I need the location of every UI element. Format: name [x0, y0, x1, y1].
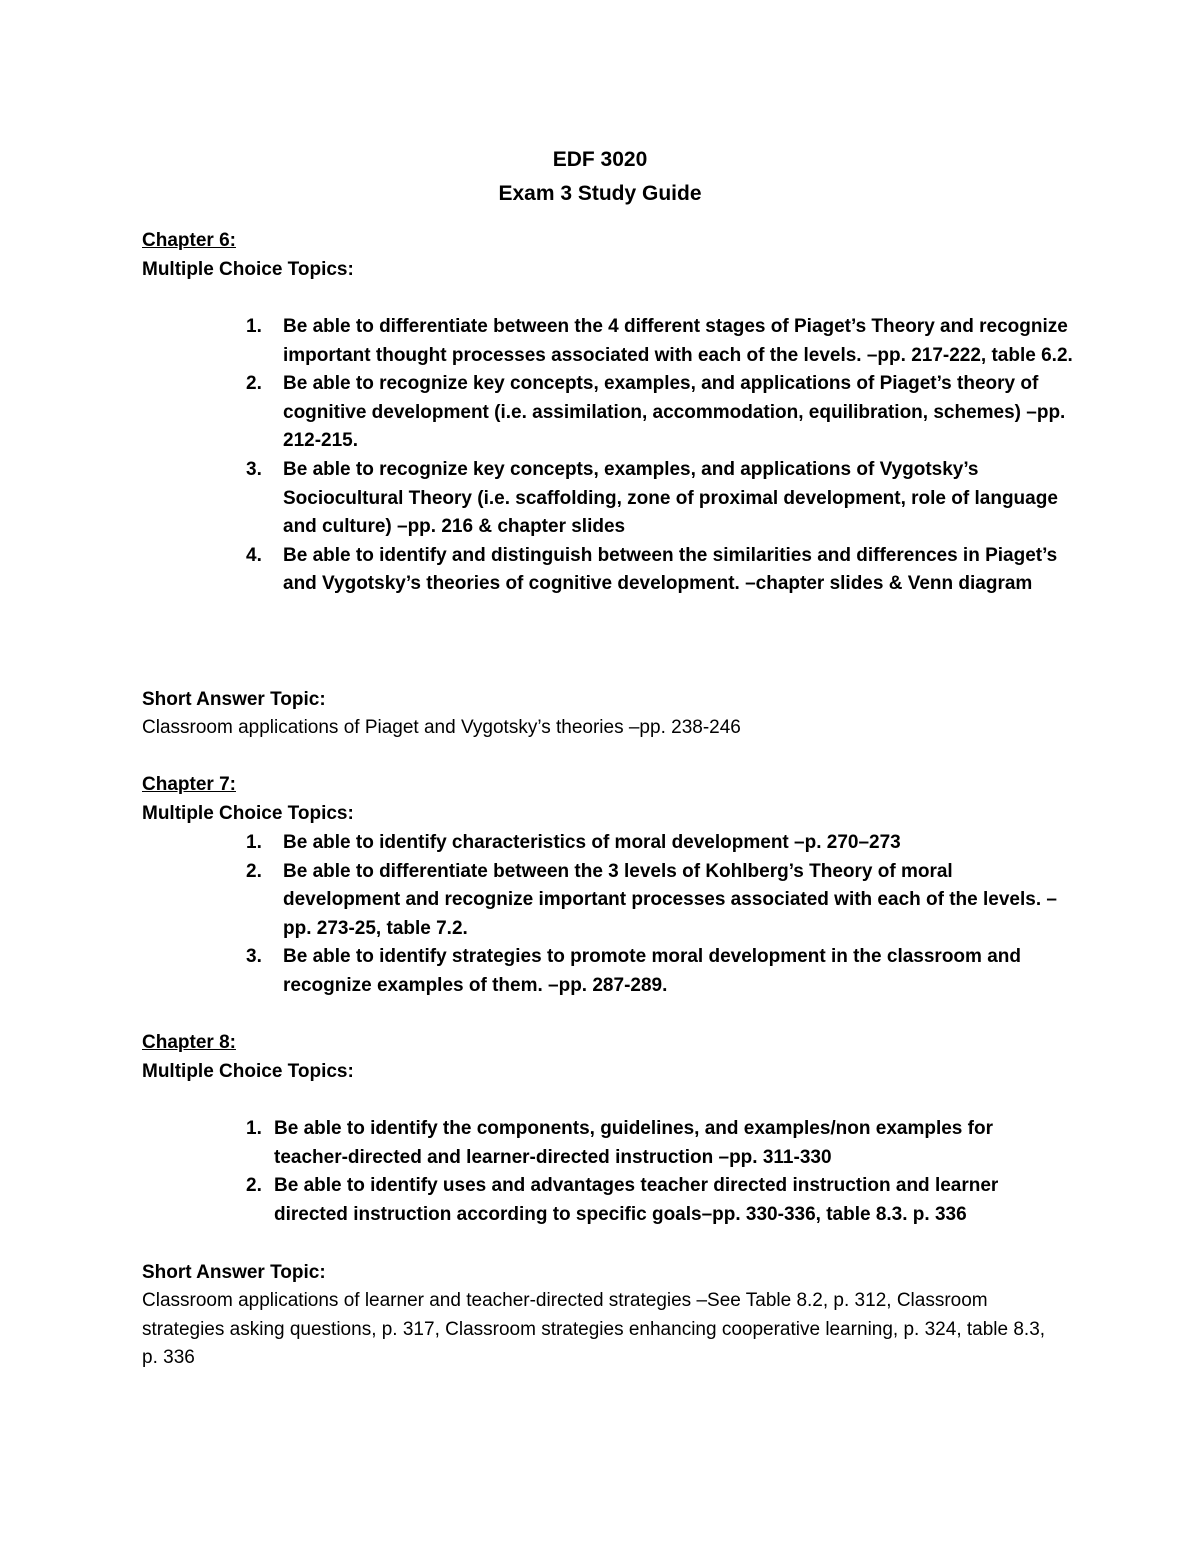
list-item-text: Be able to differentiate between the 4 different stages of Piaget’s Theory and recognize important thought processes associated with each of the levels. –pp. 217-222, table 6.2. — [283, 316, 1073, 366]
list-item — [246, 370, 1073, 456]
list-number: 4. — [246, 544, 262, 566]
list-item-text: Be able to identify strategies to promote moral development in the classroom and recognize examples of them. –pp. 287-289. — [283, 946, 1021, 996]
list-number: 2. — [246, 373, 262, 395]
list-item-text: Be able to identify and distinguish between the similarities and differences in Piaget’s and Vygotsky’s theories of cognitive development. –chapter slides & Venn diagram — [283, 544, 1058, 595]
chapter-8-mc-label: Multiple Choice Topics: — [142, 1061, 354, 1082]
list-item — [246, 943, 1063, 1000]
list-number: 1. — [246, 316, 262, 337]
list-item-text: Be able to identify uses and advantages teacher directed instruction and learner directed instruction according to specific goals–pp. 330-336, table 8.3. p. 336 — [274, 1175, 999, 1225]
chapter-6-sa-text: Classroom applications of Piaget and Vygotsky’s theories –pp. 238-246 — [142, 717, 741, 738]
chapter-8-sa-text: Classroom applications of learner and teacher-directed strategies –See Table 8.2, p. 312, Classroom strategies asking questions, p. 317, Classroom strategies enhancing cooperative learning, p. 324, table 8.3, p. 336 — [142, 1290, 1046, 1369]
chapter-6-sa-label: Short Answer Topic: — [142, 689, 326, 710]
list-number: 2. — [246, 860, 262, 882]
chapter-6-topic-list — [246, 313, 1073, 599]
list-number: 1. — [246, 1118, 262, 1139]
list-item-text: Be able to recognize key concepts, examples, and applications of Piaget’s theory of cognitive development (i.e. assimilation, accommodation, equilibration, schemes) –pp. 212-215. — [283, 373, 1066, 452]
document-title: Exam 3 Study Guide — [498, 182, 702, 205]
chapter-7-topic-list — [246, 829, 1063, 1001]
list-item — [246, 1115, 1064, 1172]
chapter-6-heading: Chapter 6: — [142, 230, 236, 251]
chapter-7-heading: Chapter 7: — [142, 774, 236, 795]
chapter-8-sa-label: Short Answer Topic: — [142, 1262, 326, 1283]
list-item — [246, 829, 1063, 858]
list-item — [246, 456, 1073, 542]
chapter-8-topic-list — [246, 1115, 1064, 1229]
list-item-text: Be able to identify characteristics of moral development –p. 270–273 — [283, 832, 901, 853]
chapter-6-mc-label: Multiple Choice Topics: — [142, 259, 354, 280]
list-number: 3. — [246, 458, 262, 480]
list-number: 3. — [246, 946, 262, 968]
list-item-text: Be able to identify the components, guidelines, and examples/non examples for teacher-directed and learner-directed instruction –pp. 311-330 — [274, 1118, 993, 1168]
list-item — [246, 313, 1073, 370]
list-number: 1. — [246, 832, 262, 853]
list-item — [246, 1172, 1064, 1229]
chapter-8-heading: Chapter 8: — [142, 1032, 236, 1053]
list-item — [246, 858, 1063, 944]
chapter-7-mc-label: Multiple Choice Topics: — [142, 803, 354, 824]
list-number: 2. — [246, 1175, 262, 1197]
list-item — [246, 542, 1073, 599]
list-item-text: Be able to recognize key concepts, examples, and applications of Vygotsky’s Sociocultural Theory (i.e. scaffolding, zone of proximal development, role of language and culture) –pp. 216 & chapter slides — [283, 458, 1058, 538]
course-code: EDF 3020 — [552, 148, 648, 171]
list-item-text: Be able to differentiate between the 3 levels of Kohlberg’s Theory of moral development and recognize important processes associated with each of the levels. –pp. 273-25, table 7.2. — [283, 860, 1057, 939]
